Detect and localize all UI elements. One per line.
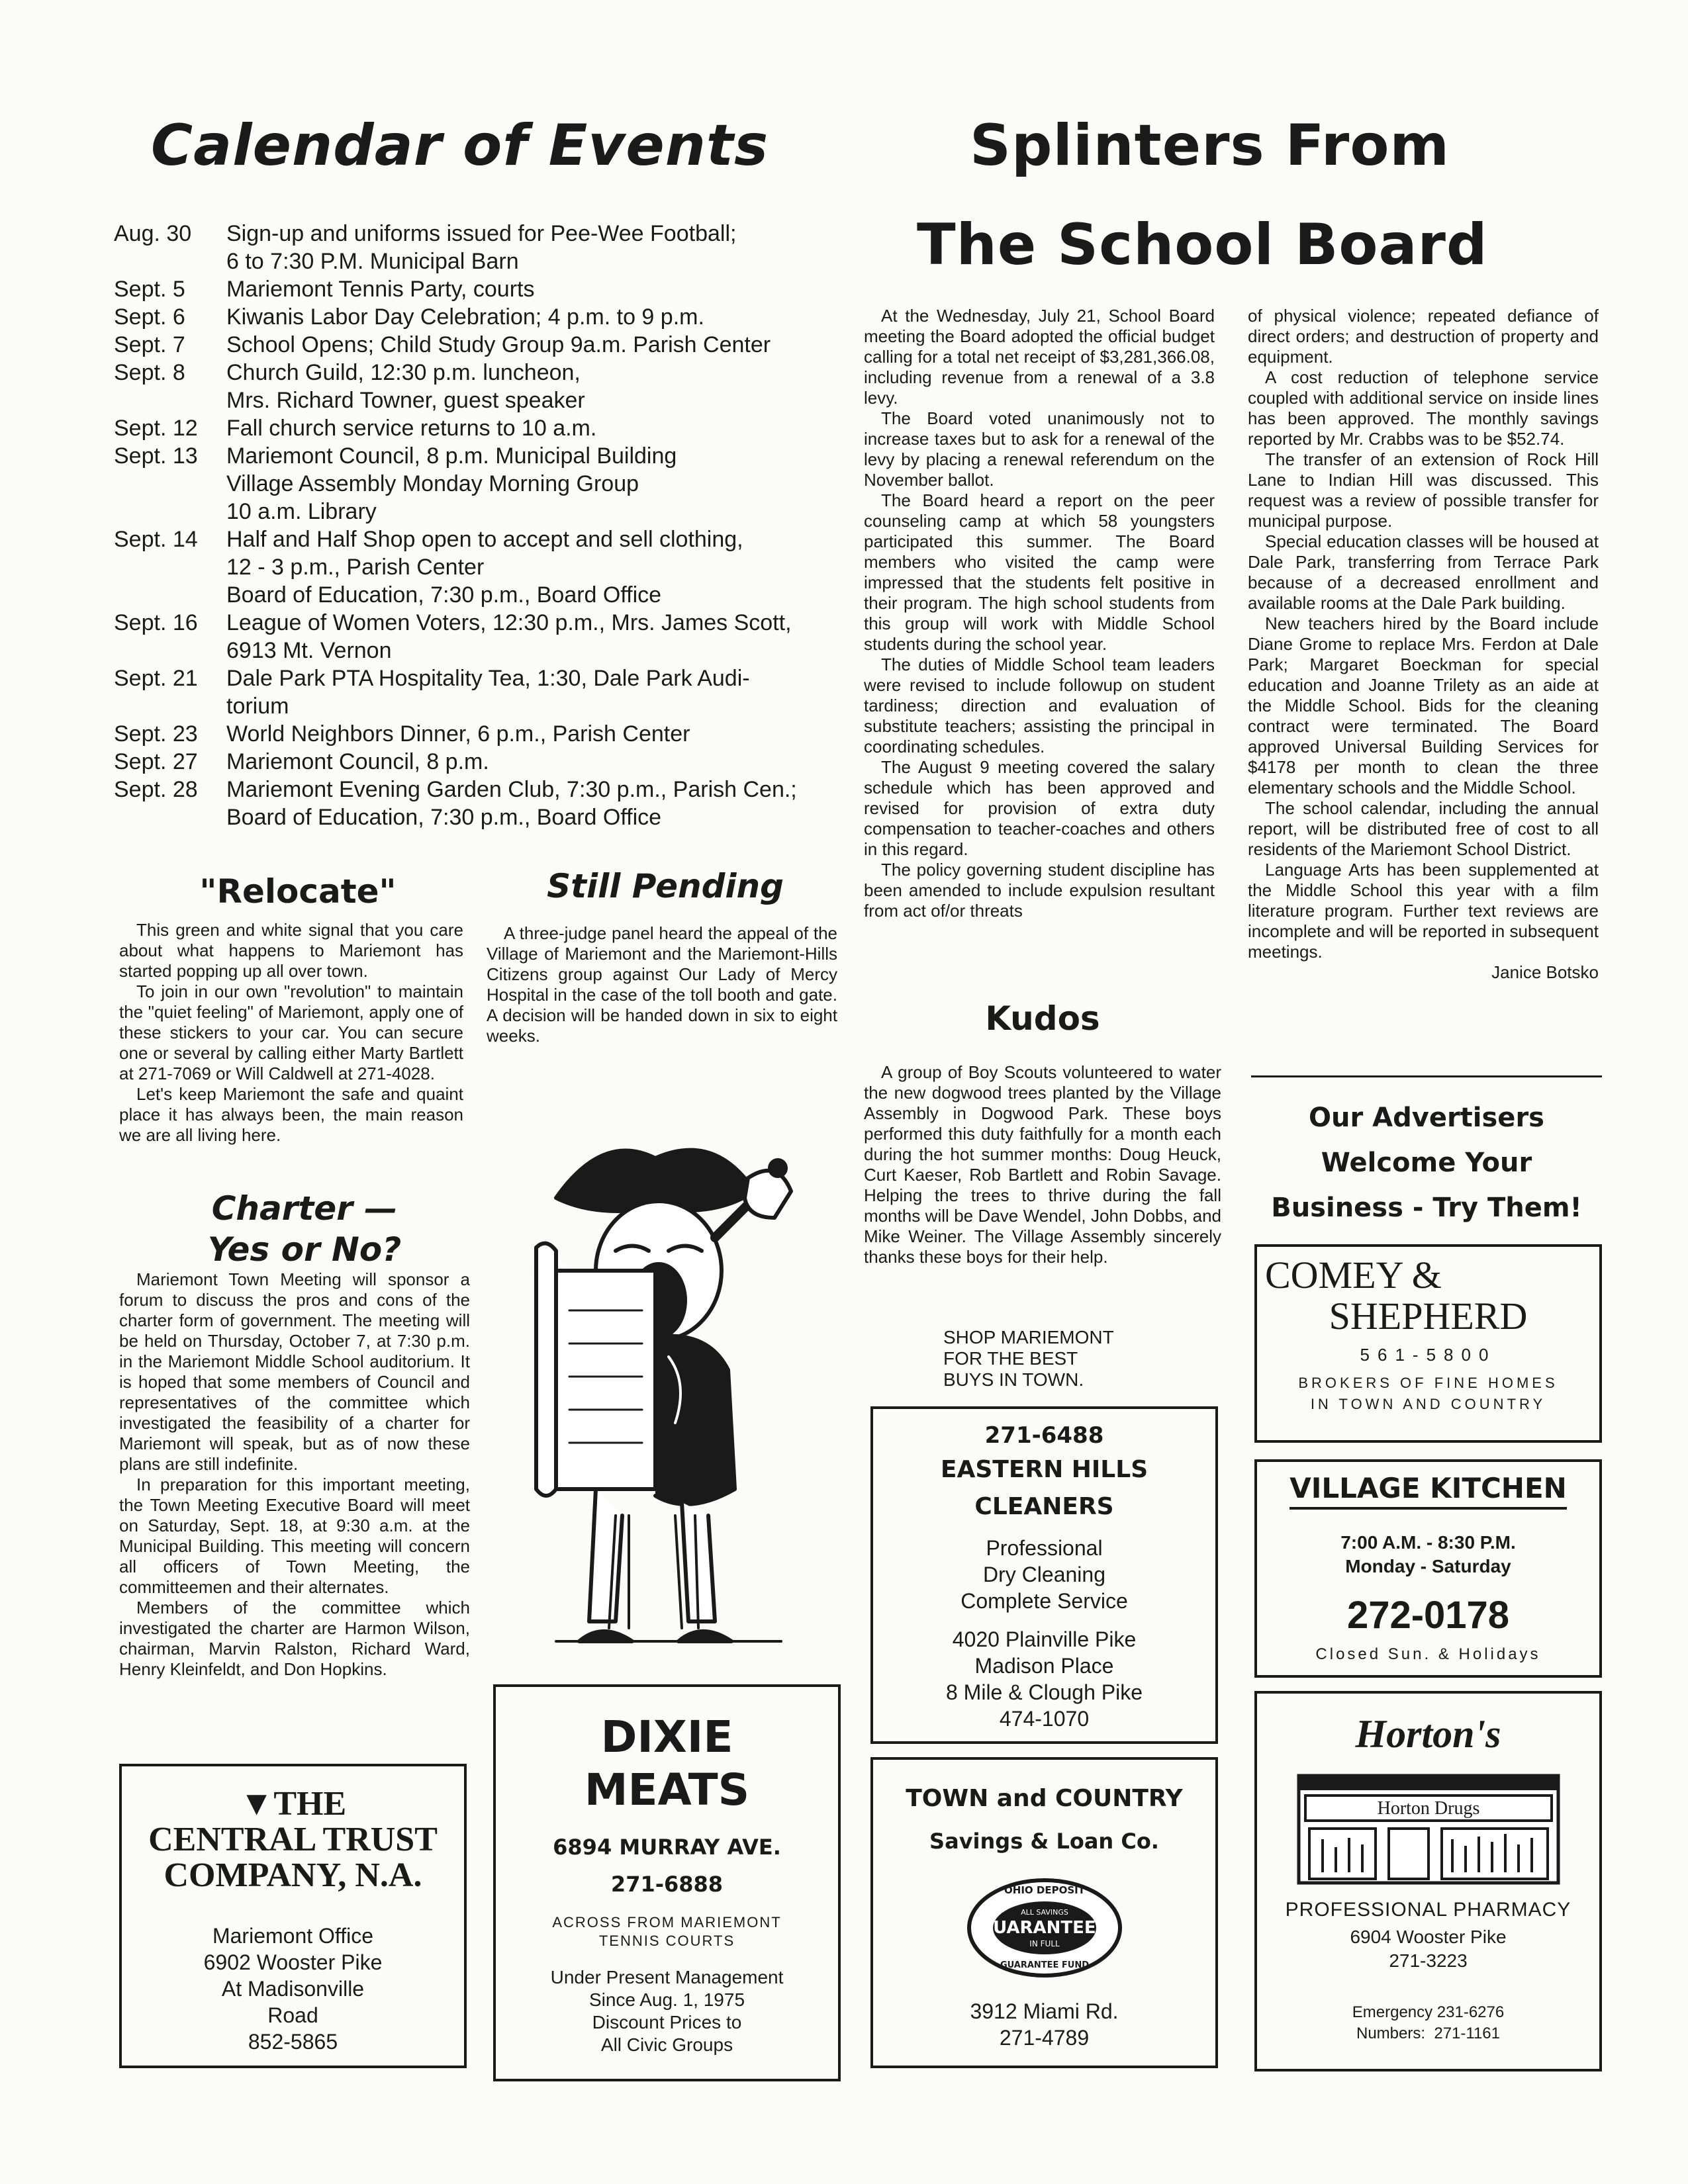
- calendar-event-line: Board of Education, 7:30 p.m., Board Office: [226, 582, 662, 608]
- calendar-event-date: Sept. 21: [114, 666, 198, 691]
- calendar-event-line: Mariemont Council, 8 p.m.: [226, 749, 489, 774]
- calendar-event-line: Mariemont Tennis Party, courts: [226, 277, 535, 302]
- dixie-across: [496, 1913, 838, 1950]
- eastern-name2: CLEANERS: [974, 1493, 1114, 1520]
- calendar-event-line: Fall church service returns to 10 a.m.: [226, 416, 597, 441]
- seal-top-text: OHIO DEPOSIT: [1004, 1884, 1085, 1896]
- pending-article: [487, 923, 837, 1046]
- calendar-event: [114, 609, 855, 664]
- seal-main-text: GUARANTEED: [978, 1918, 1110, 1938]
- ad-town-and-country: [870, 1757, 1218, 2068]
- calendar-event-line: Mrs. Richard Towner, guest speaker: [226, 388, 585, 413]
- deposit-guarantee-seal: [965, 1875, 1124, 1981]
- calendar-event-text: [226, 359, 855, 414]
- advertisers-header: [1251, 1095, 1602, 1230]
- advertisers-line: Welcome Your: [1321, 1148, 1532, 1178]
- calendar-event-text: [226, 748, 855, 776]
- dixie-line1: DIXIE: [600, 1711, 733, 1762]
- calendar-event-text: [226, 720, 855, 748]
- calendar-event-line: Sign-up and uniforms issued for Pee-Wee Football;: [226, 221, 737, 246]
- calendar-event: [114, 275, 855, 303]
- calendar-event-text: [226, 331, 855, 359]
- calendar-event-date: Sept. 28: [114, 777, 198, 802]
- splinters-paragraph: At the Wednesday, July 21, School Board meeting the Board adopted the official budget calling for a total net receipt of $3,281,366.08, including revenue from a renewal of a 3.8 levy.: [864, 306, 1215, 408]
- calendar-event-line: School Opens; Child Study Group 9a.m. Parish Center: [226, 332, 771, 357]
- kudos-paragraph: A group of Boy Scouts volunteered to water the new dogwood trees planted by the Village Assembly in Dogwood Park. These boys performed this duty faithfully for a month each during the hot summer months: Doug Heuck, Curt Kaeser, Rob Bartlett and Robin Savage. Helping the trees to thrive during the fall months will be Dave Wendel, John Dobbs, and Mike Weiner. The Village Assembly sincerely thanks these boys for their help.: [864, 1062, 1221, 1267]
- relocate-paragraph: Let's keep Mariemont the safe and quaint place it has always been, the main reason we are all living here.: [119, 1084, 463, 1145]
- ad-village-kitchen: [1254, 1459, 1602, 1678]
- pending-paragraph: A three-judge panel heard the appeal of the Village of Mariemont and the Mariemont-Hills Citizens group against Our Lady of Mercy Hospital in the case of the toll booth and gate. A decision will be handed down in six to eight weeks.: [487, 923, 837, 1046]
- charter-title-line1: Charter —: [211, 1189, 398, 1228]
- comey-tag1: BROKERS OF FINE HOMES: [1298, 1375, 1558, 1391]
- comey-line1: COMEY &: [1265, 1253, 1442, 1297]
- calendar-event-date: Sept. 23: [114, 721, 198, 747]
- shop-line: SHOP MARIEMONT: [943, 1327, 1114, 1347]
- charter-article: [119, 1269, 470, 1680]
- comey-line2: SHEPHERD: [1329, 1295, 1528, 1338]
- calendar-event-date: Aug. 30: [114, 221, 192, 246]
- calendar-event-line: Church Guild, 12:30 p.m. luncheon,: [226, 360, 581, 385]
- storefront-illustration: [1296, 1773, 1561, 1886]
- calendar-title: Calendar of Events: [151, 113, 769, 179]
- dixie-across-line: ACROSS FROM MARIEMONT: [552, 1914, 782, 1931]
- eastern-addr-line: 4020 Plainville Pike: [952, 1627, 1137, 1651]
- village-hours: 7:00 A.M. - 8:30 P.M.: [1340, 1532, 1516, 1553]
- charter-title: [132, 1188, 477, 1270]
- splinters-author: Janice Botsko: [1491, 962, 1599, 982]
- central-addr-line: 6902 Wooster Pike: [203, 1950, 383, 1974]
- calendar-event-date: Sept. 12: [114, 416, 198, 441]
- eastern-name1: EASTERN HILLS: [940, 1456, 1149, 1483]
- splinters-paragraph: The transfer of an extension of Rock Hill Lane to Indian Hill was discussed. This request was a review of possible transfer for municipal purpose.: [1248, 449, 1599, 531]
- horton-phone: 271-3223: [1389, 1950, 1468, 1971]
- ad-comey-shepherd: [1254, 1244, 1602, 1443]
- village-name: VILLAGE KITCHEN: [1289, 1470, 1567, 1510]
- calendar-event-line: Dale Park PTA Hospitality Tea, 1:30, Dale Park Audi-: [226, 666, 750, 691]
- splinters-col1: [864, 306, 1215, 921]
- calendar-event-text: [226, 442, 855, 525]
- calendar-event: [114, 303, 855, 331]
- eastern-desc-line: Dry Cleaning: [983, 1563, 1105, 1586]
- dixie-mgmt-line: Under Present Management: [550, 1967, 784, 1987]
- shop-line: FOR THE BEST: [943, 1348, 1078, 1369]
- splinters-paragraph: The duties of Middle School team leaders were revised to include followup on student tardiness; direction and evaluation of substitute teachers; assisting the principal in coordinating schedules.: [864, 655, 1215, 756]
- calendar-event-text: [226, 220, 855, 275]
- central-line1-text: THE: [273, 1785, 347, 1823]
- calendar-event-text: [226, 776, 855, 831]
- calendar-event: [114, 414, 855, 442]
- divider: [1251, 1075, 1602, 1077]
- central-addr-line: At Madisonville: [221, 1977, 365, 2001]
- kudos-title: Kudos: [985, 999, 1100, 1038]
- seal-bottom-text: GUARANTEE FUND: [1000, 1960, 1089, 1970]
- splinters-paragraph: The policy governing student discipline has been amended to include expulsion resultant from act of/or threats: [864, 860, 1215, 921]
- dixie-mgmt-line: Discount Prices to: [592, 2012, 742, 2032]
- dixie-line2: MEATS: [584, 1764, 750, 1815]
- horton-address: 6904 Wooster Pike: [1350, 1927, 1507, 1947]
- calendar-event-line: Village Assembly Monday Morning Group: [226, 471, 639, 496]
- eastern-desc: [873, 1535, 1215, 1614]
- relocate-paragraph: To join in our own "revolution" to maintain the "quiet feeling" of Mariemont, apply one of these stickers to your car. You can secure one or several by calling either Marty Bartlett at 271-7069 or Will Caldwell at 271-4028.: [119, 981, 463, 1083]
- central-address: [122, 1923, 464, 2055]
- advertisers-line: Our Advertisers: [1309, 1103, 1544, 1133]
- calendar-event-line: Board of Education, 7:30 p.m., Board Office: [226, 805, 662, 830]
- eastern-address: [873, 1626, 1215, 1732]
- calendar-event-date: Sept. 16: [114, 610, 198, 635]
- town-phone: 271-4789: [999, 2026, 1090, 2050]
- dixie-phone: 271-6888: [610, 1872, 724, 1897]
- eastern-addr-line: Madison Place: [974, 1654, 1114, 1678]
- calendar-event: [114, 720, 855, 748]
- charter-paragraph: Members of the committee which investigated the charter are Harmon Wilson, chairman, Marvin Ralston, Richard Ward, Henry Kleinfeldt, and Don Hopkins.: [119, 1598, 470, 1679]
- splinters-paragraph: The school calendar, including the annual report, will be distributed free of cost to all residents of the Mariemont School District.: [1248, 798, 1599, 859]
- dixie-mgmt-line: Since Aug. 1, 1975: [588, 1989, 745, 2010]
- calendar-event-line: 12 - 3 p.m., Parish Center: [226, 555, 485, 580]
- calendar-event-text: [226, 664, 855, 720]
- calendar-event-line: Mariemont Evening Garden Club, 7:30 p.m., Parish Cen.;: [226, 777, 797, 802]
- calendar-event: [114, 220, 855, 275]
- calendar-event-line: 6913 Mt. Vernon: [226, 638, 392, 663]
- relocate-paragraph: This green and white signal that you care about what happens to Mariemont has started popping up all over town.: [119, 920, 463, 981]
- charter-paragraph: In preparation for this important meeting, the Town Meeting Executive Board will meet on Saturday, Sept. 18, at 9:30 a.m. at the Municipal Building. This meeting will concern all officers of Town Meeting, the committeemen and their alternates.: [119, 1475, 470, 1597]
- ad-central-trust: [119, 1764, 467, 2068]
- calendar-event-date: Sept. 27: [114, 749, 198, 774]
- dixie-management: [496, 1966, 838, 2056]
- calendar-event: [114, 331, 855, 359]
- comey-phone: 561-5800: [1360, 1345, 1497, 1365]
- central-line2: CENTRAL TRUST: [148, 1821, 438, 1858]
- calendar-event-text: [226, 275, 855, 303]
- splinters-title-line2: The School Board: [917, 212, 1488, 278]
- store-sign-text: Horton Drugs: [1377, 1798, 1479, 1819]
- splinters-paragraph: of physical violence; repeated defiance of direct orders; and destruction of property and equipment.: [1248, 306, 1599, 367]
- splinters-paragraph: Special education classes will be housed at Dale Park, transferring from Terrace Park because of a decreased enrollment and available rooms at the Dale Park building.: [1248, 531, 1599, 613]
- calendar-event-date: Sept. 5: [114, 277, 185, 302]
- calendar-event: [114, 359, 855, 414]
- calendar-event-line: Kiwanis Labor Day Celebration; 4 p.m. to 9 p.m.: [226, 304, 704, 330]
- calendar-event: [114, 442, 855, 525]
- village-closed: Closed Sun. & Holidays: [1315, 1645, 1541, 1663]
- dixie-address: 6894 MURRAY AVE.: [553, 1835, 781, 1860]
- ad-dixie-meats: [493, 1684, 841, 2081]
- splinters-paragraph: New teachers hired by the Board include Diane Grome to replace Mrs. Ferdon at Dale Park; Margaret Boeckman for special education and Joanne Trilety as an aide at the Middle School. Bids for the cleaning contract were terminated. The Board approved Universal Building Services for $4178 per month to clean the three elementary schools and the Middle School.: [1248, 614, 1599, 797]
- horton-emergency: Emergency 231-6276: [1352, 2003, 1505, 2021]
- calendar-event-text: [226, 525, 855, 609]
- horton-numbers: Numbers: 271-1161: [1356, 2025, 1500, 2042]
- central-addr-line: 852-5865: [248, 2030, 338, 2054]
- calendar-event-line: Half and Half Shop open to accept and sell clothing,: [226, 527, 743, 552]
- calendar-event: [114, 748, 855, 776]
- eastern-desc-line: Complete Service: [961, 1589, 1128, 1613]
- horton-tag: PROFESSIONAL PHARMACY: [1285, 1899, 1571, 1921]
- village-days: Monday - Saturday: [1345, 1556, 1511, 1576]
- dixie-across-line: TENNIS COURTS: [598, 1933, 735, 1949]
- central-addr-line: Road: [267, 2003, 318, 2027]
- central-line1: [122, 1786, 464, 1822]
- central-line3: COMPANY, N.A.: [164, 1856, 422, 1894]
- calendar-event: [114, 776, 855, 831]
- seal-small-text: ALL SAVINGS: [1020, 1908, 1068, 1917]
- eastern-desc-line: Professional: [986, 1536, 1103, 1560]
- town-address: 3912 Miami Rd.: [970, 1999, 1119, 2023]
- splinters-paragraph: A cost reduction of telephone service coupled with additional service on inside lines has been approved. The monthly savings reported by Mr. Crabbs was to be $52.74.: [1248, 367, 1599, 449]
- eastern-addr-line: 474-1070: [999, 1707, 1090, 1731]
- splinters-paragraph: Language Arts has been supplemented at the Middle School this year with a film literature program. Further text reviews are incomplete and will be reported in subsequent meetings.: [1248, 860, 1599, 962]
- kudos-article: [864, 1062, 1221, 1267]
- relocate-title: "Relocate": [199, 872, 397, 911]
- horton-script: Horton's: [1355, 1712, 1501, 1756]
- comey-tag2: IN TOWN AND COUNTRY: [1310, 1396, 1546, 1412]
- calendar-event-line: 10 a.m. Library: [226, 499, 377, 524]
- calendar-event: [114, 664, 855, 720]
- calendar-event-date: Sept. 14: [114, 527, 198, 552]
- calendar-event-text: [226, 414, 855, 442]
- ad-eastern-hills-cleaners: [870, 1406, 1218, 1744]
- calendar-event-text: [226, 303, 855, 331]
- seal-sub-text: IN FULL: [1029, 1939, 1060, 1948]
- town-crier-illustration: [516, 1118, 821, 1701]
- splinters-col2: [1248, 306, 1599, 983]
- shop-line: BUYS IN TOWN.: [943, 1369, 1084, 1390]
- calendar-event-line: torium: [226, 694, 289, 719]
- calendar-event-date: Sept. 8: [114, 360, 185, 385]
- relocate-article: [119, 920, 463, 1146]
- advertisers-line: Business - Try Them!: [1271, 1193, 1582, 1223]
- calendar-list: [114, 220, 855, 831]
- eastern-addr-line: 8 Mile & Clough Pike: [945, 1680, 1143, 1704]
- splinters-title-line1: Splinters From: [970, 113, 1450, 179]
- splinters-paragraph: The Board voted unanimously not to increase taxes but to ask for a renewal of the levy by placing a renewal referendum on the November ballot.: [864, 408, 1215, 490]
- calendar-event-line: League of Women Voters, 12:30 p.m., Mrs. James Scott,: [226, 610, 792, 635]
- calendar-event: [114, 525, 855, 609]
- central-triangle-icon: ▼: [239, 1785, 274, 1823]
- splinters-paragraph: The Board heard a report on the peer counseling camp at which 58 youngsters participated this summer. The Board members who visited the camp were impressed that the students felt positive in their program. The high school students from this group will work with Middle School students during the school year.: [864, 490, 1215, 654]
- eastern-phone: 271-6488: [984, 1422, 1104, 1449]
- calendar-event-line: World Neighbors Dinner, 6 p.m., Parish Center: [226, 721, 690, 747]
- village-phone: 272-0178: [1346, 1594, 1510, 1637]
- calendar-event-date: Sept. 7: [114, 332, 185, 357]
- calendar-event-text: [226, 609, 855, 664]
- central-addr-line: Mariemont Office: [212, 1924, 374, 1948]
- town-line1: TOWN and COUNTRY: [906, 1785, 1183, 1812]
- calendar-event-date: Sept. 13: [114, 443, 198, 469]
- ad-hortons-pharmacy: [1254, 1691, 1602, 2071]
- town-line2: Savings & Loan Co.: [929, 1829, 1159, 1854]
- charter-title-line2: Yes or No?: [207, 1230, 402, 1269]
- calendar-event-line: Mariemont Council, 8 p.m. Municipal Building: [226, 443, 677, 469]
- shop-mariemont-note: [943, 1327, 1114, 1390]
- dixie-mgmt-line: All Civic Groups: [600, 2034, 733, 2055]
- pending-title: Still Pending: [547, 867, 784, 905]
- splinters-paragraph: The August 9 meeting covered the salary schedule which has been approved and revised for provision of extra duty compensation to teacher-coaches and others in this regard.: [864, 757, 1215, 859]
- calendar-event-line: 6 to 7:30 P.M. Municipal Barn: [226, 249, 519, 274]
- calendar-event-date: Sept. 6: [114, 304, 185, 330]
- charter-paragraph: Mariemont Town Meeting will sponsor a forum to discuss the pros and cons of the charter form of government. The meeting will be held on Thursday, October 7, at 7:30 p.m. in the Mariemont Middle School auditorium. It is hoped that some members of Council and representatives of the committee which investigated the feasibility of a charter for Mariemont will speak, but as of now these plans are still indefinite.: [119, 1269, 470, 1474]
